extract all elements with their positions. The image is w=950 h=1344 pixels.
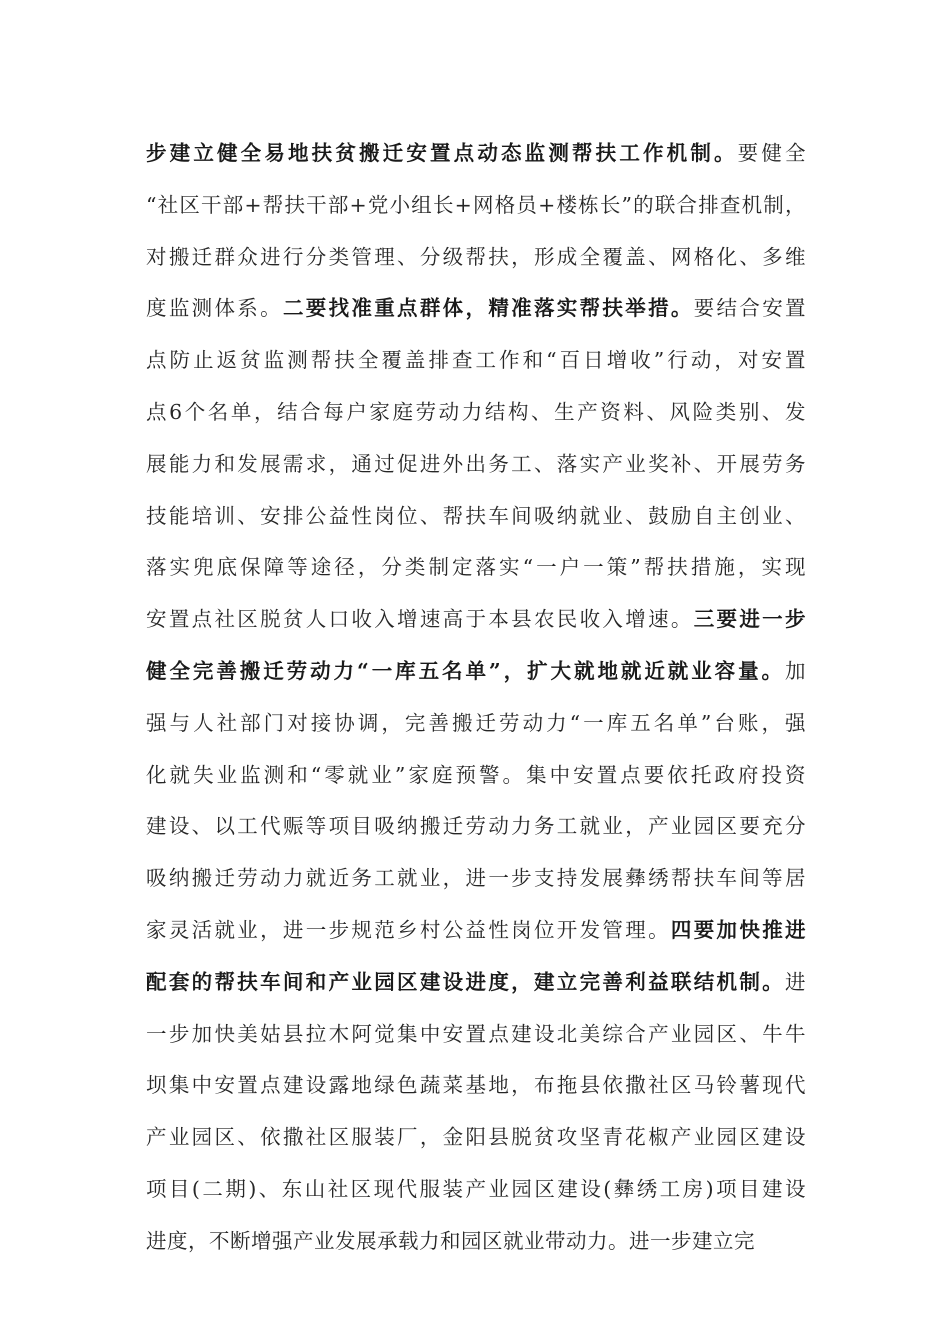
text-line xyxy=(146,128,806,180)
text-line xyxy=(146,335,806,387)
text-line xyxy=(146,698,806,750)
text-span: 建设、以工代赈等项目吸纳搬迁劳动力务工就业，产业园区要充分 xyxy=(146,814,806,839)
text-span: 加 xyxy=(785,658,806,683)
bold-text: 二要找准重点群体，精准落实帮扶举措。 xyxy=(282,296,694,321)
text-span: 产业园区、依撒社区服装厂，金阳县脱贫攻坚青花椒产业园区建设 xyxy=(146,1125,806,1150)
text-line xyxy=(146,905,806,957)
text-span: 化就失业监测和“零就业”家庭预警。集中安置点要依托政府投资 xyxy=(146,762,806,787)
bold-text: 步建立健全易地扶贫搬迁安置点动态监测帮扶工作机制。 xyxy=(146,141,738,165)
text-span: 进 xyxy=(785,969,806,994)
body-text xyxy=(146,128,806,1268)
text-line xyxy=(146,232,806,284)
text-span: 度监测体系。 xyxy=(146,296,283,321)
text-span: “社区干部+帮扶干部+党小组长+网格员+楼栋长”的联合排查机制， xyxy=(146,192,806,217)
text-span: 吸纳搬迁劳动力就近务工就业，进一步支持发展彝绣帮扶车间等居 xyxy=(146,866,806,891)
text-line xyxy=(146,542,806,594)
text-span: 项目(二期)、东山社区现代服装产业园区建设(彝绣工房)项目建设 xyxy=(146,1176,806,1201)
text-line xyxy=(146,283,806,335)
text-line xyxy=(146,180,806,232)
text-line xyxy=(146,439,806,491)
text-span: 家灵活就业，进一步规范乡村公益性岗位开发管理。 xyxy=(146,917,671,942)
bold-text: 三要进一步 xyxy=(693,607,806,632)
text-line xyxy=(146,646,806,698)
bold-text: 健全完善搬迁劳动力“一库五名单”，扩大就地就近就业容量。 xyxy=(146,658,785,683)
text-span: 安置点社区脱贫人口收入增速高于本县农民收入增速。 xyxy=(146,607,694,632)
text-line xyxy=(146,594,806,646)
text-span: 点防止返贫监测帮扶全覆盖排查工作和“百日增收”行动，对安置 xyxy=(146,348,806,373)
text-line xyxy=(146,801,806,853)
text-span: 要结合安置 xyxy=(693,296,806,321)
text-line xyxy=(146,1112,806,1164)
text-line xyxy=(146,853,806,905)
text-line xyxy=(146,387,806,439)
bold-text: 配套的帮扶车间和产业园区建设进度，建立完善利益联结机制。 xyxy=(146,969,785,994)
text-span: 进度，不断增强产业发展承载力和园区就业带动力。进一步建立完 xyxy=(146,1228,755,1253)
text-span: 坝集中安置点建设露地绿色蔬菜基地，布拖县依撒社区马铃薯现代 xyxy=(146,1073,806,1098)
bold-text: 四要加快推进 xyxy=(670,917,806,942)
text-line xyxy=(146,1216,806,1268)
text-span: 展能力和发展需求，通过促进外出务工、落实产业奖补、开展劳务 xyxy=(146,451,806,476)
text-line xyxy=(146,750,806,802)
text-span: 点6个名单，结合每户家庭劳动力结构、生产资料、风险类别、发 xyxy=(146,399,806,424)
text-span: 强与人社部门对接协调，完善搬迁劳动力“一库五名单”台账，强 xyxy=(146,710,806,735)
text-line xyxy=(146,1060,806,1112)
text-span: 落实兜底保障等途径，分类制定落实“一户一策”帮扶措施，实现 xyxy=(146,555,806,580)
text-span: 要健全 xyxy=(737,141,806,165)
text-line xyxy=(146,1164,806,1216)
text-line xyxy=(146,1009,806,1061)
text-span: 对搬迁群众进行分类管理、分级帮扶，形成全覆盖、网格化、多维 xyxy=(146,244,806,269)
text-line xyxy=(146,491,806,543)
text-line xyxy=(146,957,806,1009)
text-span: 一步加快美姑县拉木阿觉集中安置点建设北美综合产业园区、牛牛 xyxy=(146,1021,806,1046)
text-span: 技能培训、安排公益性岗位、帮扶车间吸纳就业、鼓励自主创业、 xyxy=(146,503,806,528)
